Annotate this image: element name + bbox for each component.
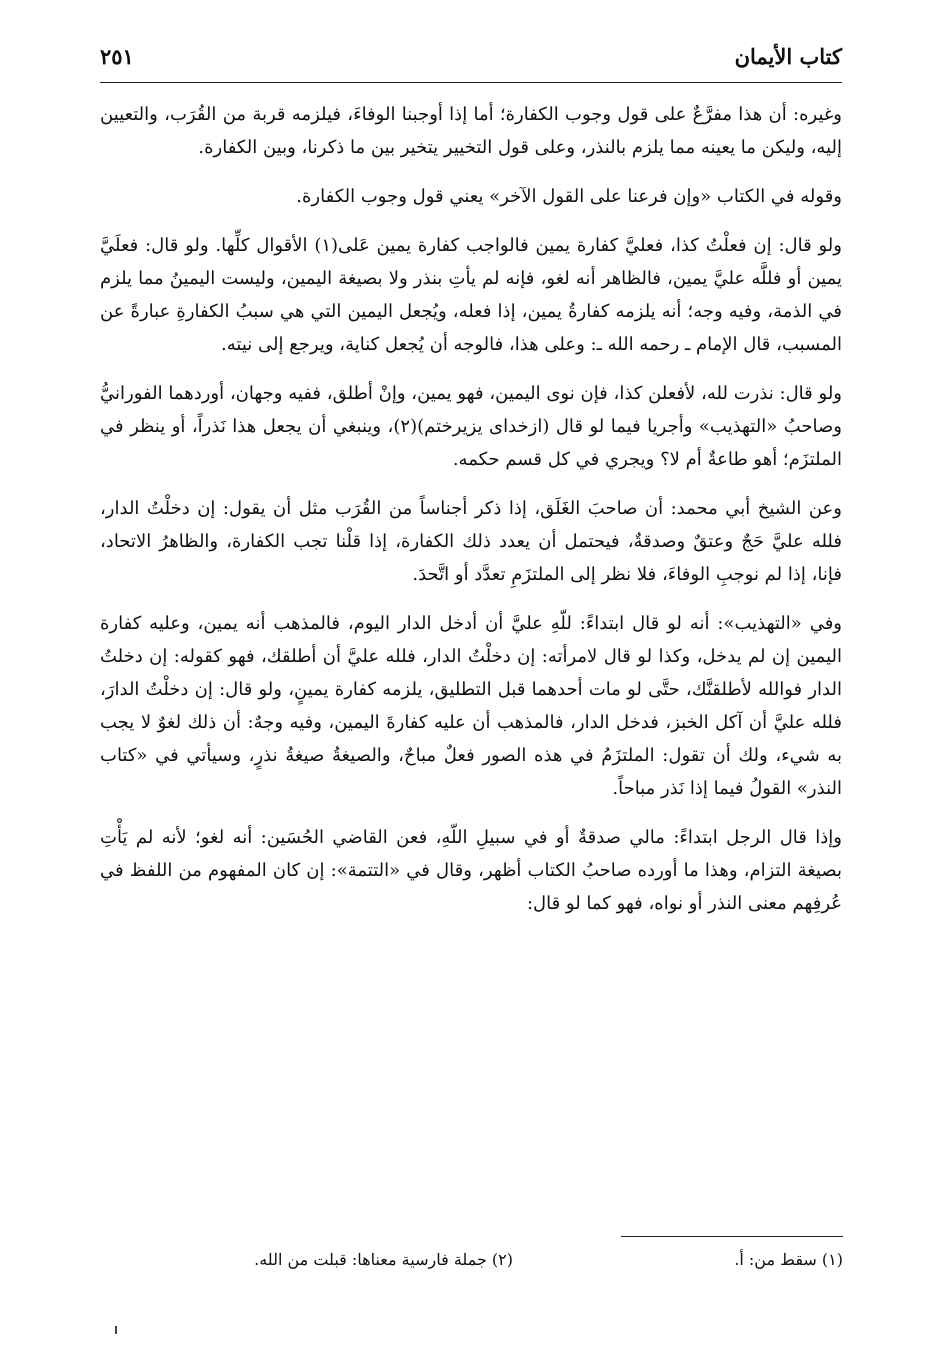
scan-mark — [115, 1326, 117, 1334]
footnotes — [100, 1250, 843, 1280]
footnote-2: (٢) جملة فارسية معناها: قبلت من الله. — [254, 1250, 513, 1269]
paragraph-6: وفي «التهذيب»: أنه لو قال ابتداءً: للّهِ عليَّ أن أدخل الدار اليوم، فالمذهب أنه يمين، وعليه كفارة اليمين إن لم يدخل، وكذا لو قال لامرأته: إن دخلْتُ الدار، فلله عليَّ أن أطلقك، فهو كقوله: إن دخلتُ الدار فوالله لأطلقنَّك، حتَّى لو مات أحدهما قبل التطليق، يلزمه كفارة يمينٍ، ولو قال: إن دخلْتُ الدارَ، فلله عليَّ أن آكل الخبز، فدخل الدار، فالمذهب أن عليه كفارةَ اليمين، وفيه وجهٌ: أن ذلك لغوٌ لا يجب به شيء، ولك أن تقول: الملتزَمُ في هذه الصور فعلٌ مباحٌ، والصيغةُ صيغةُ نذرٍ، وسيأتي في «كتاب النذر» القولُ فيما إذا نَذر مباحاً. — [100, 613, 842, 799]
main-text — [100, 98, 842, 936]
running-title: كتاب الأيمان — [734, 44, 842, 69]
paragraph-4: ولو قال: نذرت لله، لأفعلن كذا، فإن نوى اليمين، فهو يمين، وإنْ أطلق، ففيه وجهان، أوردهما الفورانيُّ وصاحبُ «التهذيب» وأجريا فيما لو قال (ازخداى يزيرختم)(٢)، وينبغي أن يجعل هذا نَذراً، أو ينظر في الملتزَم؛ أهو طاعةٌ أم لا؟ ويجري في كل قسم حكمه. — [100, 383, 842, 470]
page-header — [100, 42, 842, 83]
page-number: ٢٥١ — [100, 44, 134, 69]
footnote-1: (١) سقط من: أ. — [734, 1250, 843, 1269]
paragraph-3: ولو قال: إن فعلْتُ كذا، فعليَّ كفارة يمين فالواجب كفارة يمين عَلى(١) الأقوال كلِّها. ولو قال: فعلَيَّ يمين أو فللَّه عليَّ يمين، فالظاهر أنه لغو، فإنه لم يأتِ بنذر ولا بصيغة اليمين، وليست اليمينُ مما يلزم في الذمة، وفيه وجه؛ أنه يلزمه كفارةُ يمين، إذا فعله، ويُجعل اليمين التي هي سببُ الكفارةِ عبارةً عن المسبب، قال الإمام ـ رحمه الله ـ: وعلى هذا، فالوجه أن يُجعل كناية، ويرجع إلى نيته. — [100, 235, 842, 355]
paragraph-7: وإذا قال الرجل ابتداءً: مالي صدقةٌ أو في سبيلِ اللّهِ، فعن القاضي الحُسَين: أنه لغو؛ لأنه لم يَأْتِ بصيغة التزام، وهذا ما أورده صاحبُ الكتاب أظهر، وقال في «التتمة»: إن كان المفهوم من اللفظ في عُرفِهم معنى النذر أو نواه، فهو كما لو قال: — [100, 827, 842, 914]
paragraph-2: وقوله في الكتاب «وإن فرعنا على القول الآخر» يعني قول وجوب الكفارة. — [296, 186, 842, 207]
footnote-separator — [621, 1236, 843, 1237]
paragraph-5: وعن الشيخ أبي محمد: أن صاحبَ الغَلَق، إذا ذكر أجناساً من القُرَب مثل أن يقول: إن دخلْتُ الدار، فلله عليَّ حَجٌ وعتقٌ وصدقةٌ، فيحتمل أن يعدد ذلك الكفارة، إذا قلْنا تجب الكفارة، والظاهرُ الاتحاد، فإنا، إذا لم نوجبِ الوفاءَ، فلا نظر إلى الملتزَمِ تعدَّد أو اتَّحدَ. — [100, 498, 842, 585]
paragraph-1: وغيره: أن هذا مفرَّعٌ على قول وجوب الكفارة؛ أما إذا أوجبنا الوفاءَ، فيلزمه قربة من القُرَب، والتعيين إليه، وليكن ما يعينه مما يلزم بالنذر، وعلى قول التخيير يتخير بين ما ذكرنا، وبين الكفارة. — [100, 104, 842, 158]
